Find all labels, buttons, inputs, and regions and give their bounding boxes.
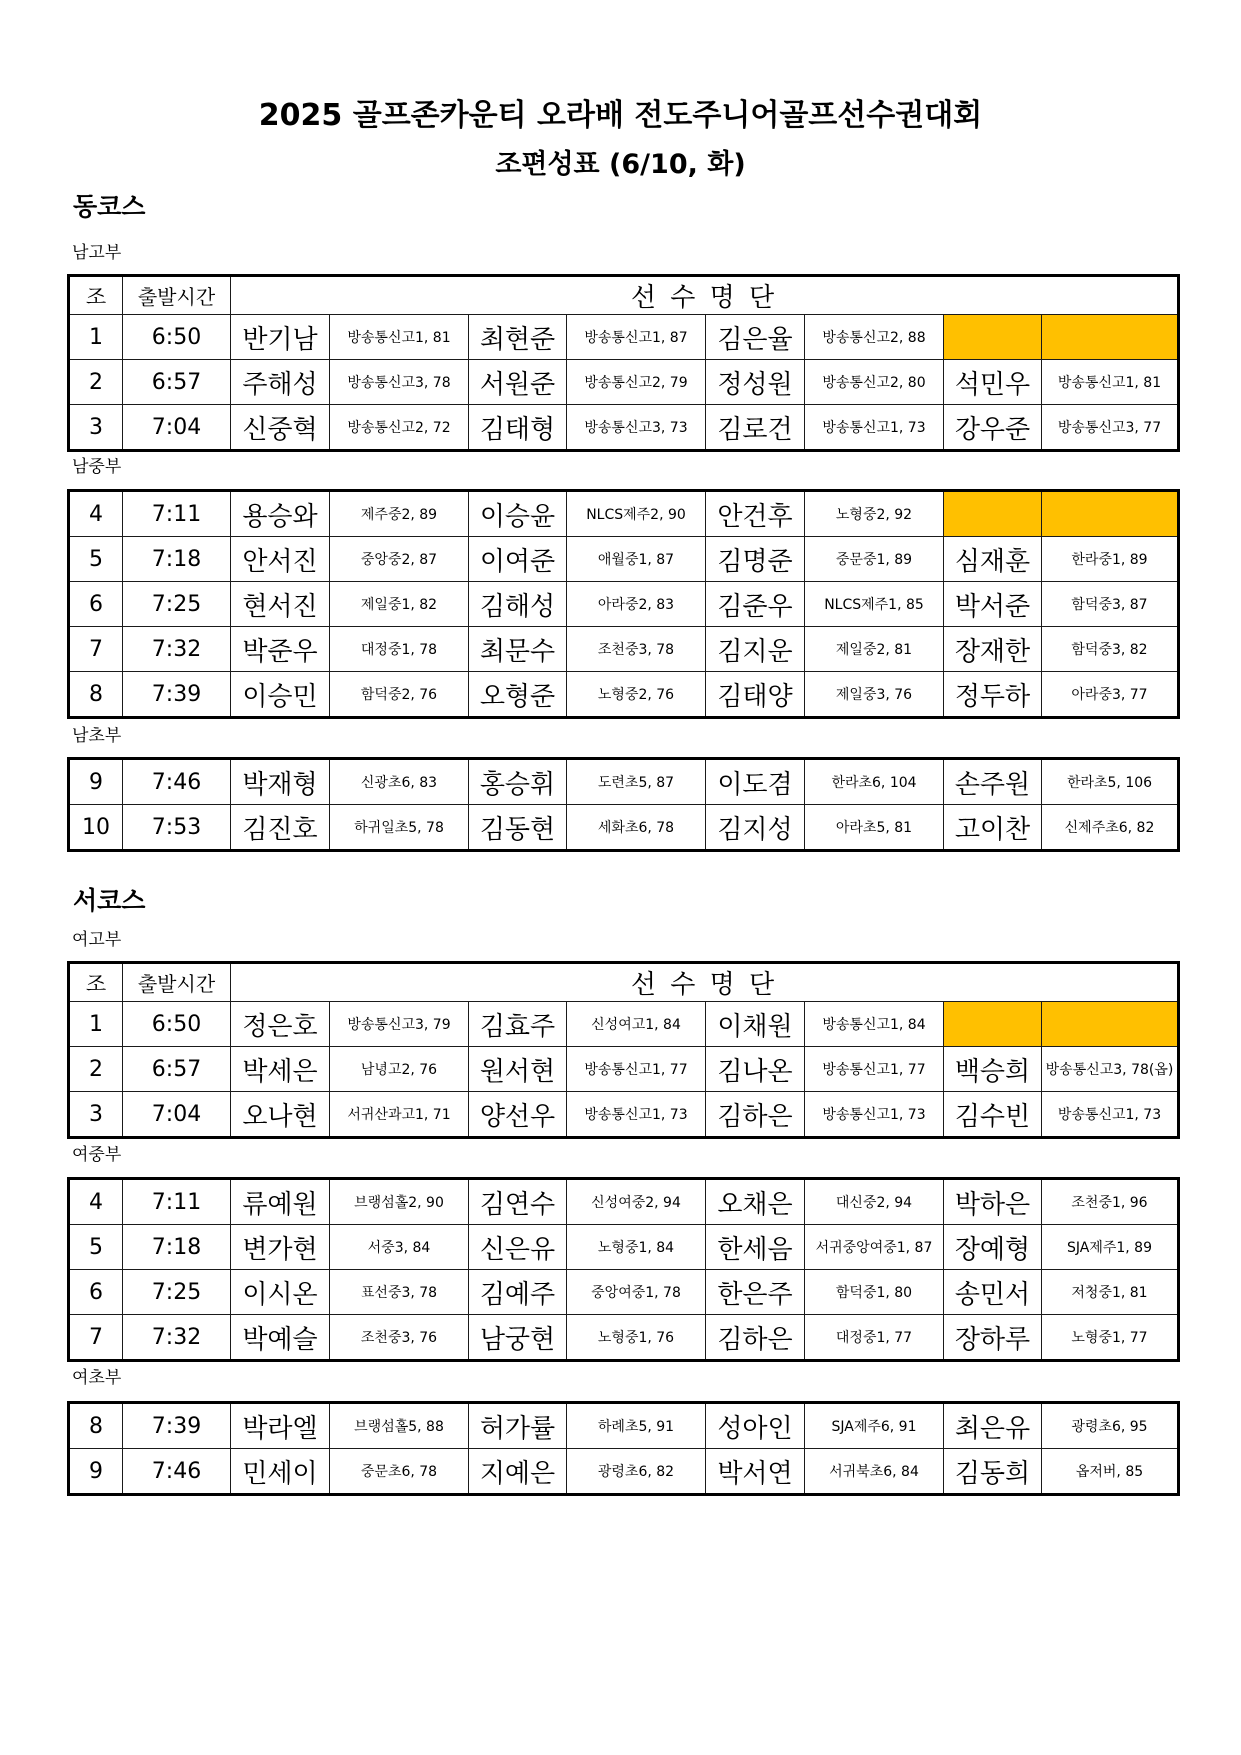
course-label-west: 서코스: [73, 886, 146, 915]
player-school-cell: 광령초6, 95: [1042, 1403, 1179, 1449]
player-name-cell: 오채은: [706, 1179, 805, 1225]
player-school-cell: 방송통신고3, 78(옵): [1042, 1047, 1179, 1092]
empty-slot-cell: [944, 315, 1042, 360]
player-school-cell: 방송통신고1, 73: [805, 1092, 944, 1138]
player-name-cell: 장예형: [944, 1225, 1042, 1270]
player-name-cell: 강우준: [944, 405, 1042, 451]
group-number-cell: 7: [69, 627, 123, 672]
empty-slot-cell: [1042, 315, 1179, 360]
header-players-cell: 선 수 명 단: [231, 963, 1179, 1002]
player-school-cell: 제일중1, 82: [330, 582, 469, 627]
player-name-cell: 한세음: [706, 1225, 805, 1270]
player-school-cell: 함덕중1, 80: [805, 1270, 944, 1315]
player-name-cell: 박하은: [944, 1179, 1042, 1225]
tee-time-cell: 7:04: [123, 1092, 231, 1138]
player-school-cell: 대신중2, 94: [805, 1179, 944, 1225]
player-name-cell: 김예주: [469, 1270, 567, 1315]
player-school-cell: 노형중1, 77: [1042, 1315, 1179, 1361]
player-name-cell: 오나현: [231, 1092, 330, 1138]
group-number-cell: 6: [69, 1270, 123, 1315]
group-table-boys-elementary: [67, 757, 1180, 852]
player-name-cell: 성아인: [706, 1403, 805, 1449]
player-school-cell: 아라중2, 83: [567, 582, 706, 627]
player-name-cell: 이도겸: [706, 759, 805, 805]
table-row: [69, 1449, 1179, 1495]
tee-time-cell: 7:53: [123, 805, 231, 851]
player-school-cell: 방송통신고2, 79: [567, 360, 706, 405]
division-label-boys-elementary: 남초부: [72, 726, 122, 746]
player-name-cell: 김태양: [706, 672, 805, 718]
player-school-cell: 제일중2, 81: [805, 627, 944, 672]
player-school-cell: 방송통신고3, 77: [1042, 405, 1179, 451]
tee-time-cell: 7:11: [123, 1179, 231, 1225]
group-table-boys-middle: [67, 489, 1180, 719]
player-school-cell: 표선중3, 78: [330, 1270, 469, 1315]
player-name-cell: 김연수: [469, 1179, 567, 1225]
player-school-cell: 방송통신고1, 73: [1042, 1092, 1179, 1138]
tee-time-cell: 6:50: [123, 1002, 231, 1047]
division-label-girls-high: 여고부: [72, 930, 122, 950]
player-name-cell: 김로건: [706, 405, 805, 451]
player-school-cell: 방송통신고1, 84: [805, 1002, 944, 1047]
player-name-cell: 주해성: [231, 360, 330, 405]
player-name-cell: 장재한: [944, 627, 1042, 672]
player-school-cell: 한라초6, 104: [805, 759, 944, 805]
group-number-cell: 9: [69, 1449, 123, 1495]
tee-time-cell: 7:04: [123, 405, 231, 451]
table-row: [69, 627, 1179, 672]
tee-time-cell: 7:25: [123, 582, 231, 627]
player-school-cell: 제주중2, 89: [330, 491, 469, 537]
table-header-row: [69, 276, 1179, 315]
player-name-cell: 고이찬: [944, 805, 1042, 851]
player-name-cell: 한은주: [706, 1270, 805, 1315]
player-name-cell: 장하루: [944, 1315, 1042, 1361]
player-school-cell: 노형중1, 76: [567, 1315, 706, 1361]
player-school-cell: 한라초5, 106: [1042, 759, 1179, 805]
player-school-cell: 방송통신고2, 88: [805, 315, 944, 360]
player-school-cell: 방송통신고1, 73: [805, 405, 944, 451]
player-school-cell: 남녕고2, 76: [330, 1047, 469, 1092]
table-row: [69, 537, 1179, 582]
player-name-cell: 김동현: [469, 805, 567, 851]
player-name-cell: 홍승휘: [469, 759, 567, 805]
player-school-cell: 한라중1, 89: [1042, 537, 1179, 582]
player-school-cell: SJA제주6, 91: [805, 1403, 944, 1449]
player-name-cell: 김진호: [231, 805, 330, 851]
player-name-cell: 김하은: [706, 1315, 805, 1361]
player-name-cell: 김하은: [706, 1092, 805, 1138]
player-name-cell: 김은율: [706, 315, 805, 360]
player-school-cell: 방송통신고1, 77: [805, 1047, 944, 1092]
tee-time-cell: 7:25: [123, 1270, 231, 1315]
tee-time-cell: 7:46: [123, 1449, 231, 1495]
player-school-cell: 방송통신고1, 77: [567, 1047, 706, 1092]
player-name-cell: 이승윤: [469, 491, 567, 537]
table-row: [69, 491, 1179, 537]
player-school-cell: 애월중1, 87: [567, 537, 706, 582]
page-title: 2025 골프존카운티 오라배 전도주니어골프선수권대회: [258, 98, 983, 133]
table-row: [69, 1047, 1179, 1092]
player-school-cell: 대정중1, 78: [330, 627, 469, 672]
player-name-cell: 반기남: [231, 315, 330, 360]
header-time-cell: 출발시간: [123, 276, 231, 315]
tee-time-cell: 7:39: [123, 672, 231, 718]
player-school-cell: 함덕중2, 76: [330, 672, 469, 718]
tee-time-cell: 6:57: [123, 360, 231, 405]
player-name-cell: 김해성: [469, 582, 567, 627]
group-table-boys-high: [67, 274, 1180, 452]
division-label-boys-middle: 남중부: [72, 457, 122, 477]
table-row: [69, 405, 1179, 451]
header-group-cell: 조: [69, 963, 123, 1002]
tee-time-cell: 7:18: [123, 537, 231, 582]
player-school-cell: 방송통신고2, 80: [805, 360, 944, 405]
player-name-cell: 김동희: [944, 1449, 1042, 1495]
player-school-cell: 조천중3, 78: [567, 627, 706, 672]
player-name-cell: 김수빈: [944, 1092, 1042, 1138]
player-name-cell: 변가현: [231, 1225, 330, 1270]
table-row: [69, 1315, 1179, 1361]
player-school-cell: 노형중2, 92: [805, 491, 944, 537]
player-school-cell: 하귀일초5, 78: [330, 805, 469, 851]
player-name-cell: 최은유: [944, 1403, 1042, 1449]
player-school-cell: 브랭섬홀2, 90: [330, 1179, 469, 1225]
player-school-cell: 신제주초6, 82: [1042, 805, 1179, 851]
page-subtitle: 조편성표 (6/10, 화): [495, 149, 746, 180]
player-name-cell: 정두하: [944, 672, 1042, 718]
player-name-cell: 송민서: [944, 1270, 1042, 1315]
player-school-cell: 도련초5, 87: [567, 759, 706, 805]
group-number-cell: 7: [69, 1315, 123, 1361]
player-school-cell: 옵저버, 85: [1042, 1449, 1179, 1495]
table-row: [69, 1403, 1179, 1449]
player-school-cell: 중문중1, 89: [805, 537, 944, 582]
group-number-cell: 6: [69, 582, 123, 627]
empty-slot-cell: [1042, 491, 1179, 537]
table-row: [69, 805, 1179, 851]
player-school-cell: 신광초6, 83: [330, 759, 469, 805]
player-name-cell: 원서현: [469, 1047, 567, 1092]
course-label-east: 동코스: [73, 192, 146, 221]
tee-time-cell: 7:18: [123, 1225, 231, 1270]
player-name-cell: 김나온: [706, 1047, 805, 1092]
table-row: [69, 759, 1179, 805]
group-number-cell: 8: [69, 672, 123, 718]
tee-time-cell: 7:32: [123, 627, 231, 672]
table-row: [69, 672, 1179, 718]
player-name-cell: 신은유: [469, 1225, 567, 1270]
player-name-cell: 신중혁: [231, 405, 330, 451]
player-name-cell: 김명준: [706, 537, 805, 582]
player-name-cell: 이승민: [231, 672, 330, 718]
tee-time-cell: 6:50: [123, 315, 231, 360]
group-table-girls-high: [67, 961, 1180, 1139]
table-row: [69, 360, 1179, 405]
player-school-cell: 세화초6, 78: [567, 805, 706, 851]
table-row: [69, 1225, 1179, 1270]
tee-time-cell: 6:57: [123, 1047, 231, 1092]
group-number-cell: 4: [69, 1179, 123, 1225]
player-name-cell: 박준우: [231, 627, 330, 672]
player-name-cell: 김지성: [706, 805, 805, 851]
division-label-girls-elementary: 여초부: [72, 1368, 122, 1388]
player-school-cell: 중앙중2, 87: [330, 537, 469, 582]
tee-time-cell: 7:11: [123, 491, 231, 537]
player-school-cell: 서귀중앙여중1, 87: [805, 1225, 944, 1270]
player-name-cell: 오형준: [469, 672, 567, 718]
player-school-cell: 브랭섬홀5, 88: [330, 1403, 469, 1449]
player-school-cell: 방송통신고3, 78: [330, 360, 469, 405]
player-name-cell: 양선우: [469, 1092, 567, 1138]
player-name-cell: 박서준: [944, 582, 1042, 627]
group-number-cell: 2: [69, 360, 123, 405]
player-school-cell: 중앙여중1, 78: [567, 1270, 706, 1315]
player-name-cell: 현서진: [231, 582, 330, 627]
player-school-cell: 함덕중3, 82: [1042, 627, 1179, 672]
player-name-cell: 석민우: [944, 360, 1042, 405]
player-school-cell: 아라초5, 81: [805, 805, 944, 851]
player-school-cell: 대정중1, 77: [805, 1315, 944, 1361]
header-time-cell: 출발시간: [123, 963, 231, 1002]
group-table-girls-middle: [67, 1177, 1180, 1362]
player-name-cell: 김지운: [706, 627, 805, 672]
player-school-cell: 신성여중2, 94: [567, 1179, 706, 1225]
table-row: [69, 1002, 1179, 1047]
table-header-row: [69, 963, 1179, 1002]
player-name-cell: 김태형: [469, 405, 567, 451]
empty-slot-cell: [944, 491, 1042, 537]
player-name-cell: 박재형: [231, 759, 330, 805]
player-name-cell: 서원준: [469, 360, 567, 405]
header-group-cell: 조: [69, 276, 123, 315]
player-name-cell: 박서연: [706, 1449, 805, 1495]
player-school-cell: 아라중3, 77: [1042, 672, 1179, 718]
player-name-cell: 정은호: [231, 1002, 330, 1047]
player-school-cell: 방송통신고2, 72: [330, 405, 469, 451]
empty-slot-cell: [944, 1002, 1042, 1047]
player-school-cell: 방송통신고3, 79: [330, 1002, 469, 1047]
player-name-cell: 이채원: [706, 1002, 805, 1047]
division-label-girls-middle: 여중부: [72, 1145, 122, 1165]
player-school-cell: SJA제주1, 89: [1042, 1225, 1179, 1270]
player-school-cell: 노형중1, 84: [567, 1225, 706, 1270]
player-school-cell: 서귀산과고1, 71: [330, 1092, 469, 1138]
player-school-cell: 방송통신고3, 73: [567, 405, 706, 451]
player-school-cell: 노형중2, 76: [567, 672, 706, 718]
player-school-cell: 조천중1, 96: [1042, 1179, 1179, 1225]
player-name-cell: 이여준: [469, 537, 567, 582]
player-school-cell: 신성여고1, 84: [567, 1002, 706, 1047]
division-label-boys-high: 남고부: [72, 243, 122, 263]
player-name-cell: 최현준: [469, 315, 567, 360]
table-row: [69, 1092, 1179, 1138]
table-row: [69, 1179, 1179, 1225]
tee-time-cell: 7:46: [123, 759, 231, 805]
player-school-cell: 제일중3, 76: [805, 672, 944, 718]
player-name-cell: 이시온: [231, 1270, 330, 1315]
group-number-cell: 1: [69, 1002, 123, 1047]
player-name-cell: 안건후: [706, 491, 805, 537]
group-number-cell: 4: [69, 491, 123, 537]
player-school-cell: 저청중1, 81: [1042, 1270, 1179, 1315]
player-school-cell: 중문초6, 78: [330, 1449, 469, 1495]
table-row: [69, 1270, 1179, 1315]
player-school-cell: NLCS제주2, 90: [567, 491, 706, 537]
player-name-cell: 정성원: [706, 360, 805, 405]
player-name-cell: 안서진: [231, 537, 330, 582]
player-name-cell: 박라엘: [231, 1403, 330, 1449]
player-name-cell: 박예슬: [231, 1315, 330, 1361]
table-row: [69, 315, 1179, 360]
player-name-cell: 손주원: [944, 759, 1042, 805]
header-players-cell: 선 수 명 단: [231, 276, 1179, 315]
group-number-cell: 9: [69, 759, 123, 805]
table-row: [69, 582, 1179, 627]
player-school-cell: 방송통신고1, 81: [330, 315, 469, 360]
group-number-cell: 5: [69, 1225, 123, 1270]
player-name-cell: 민세이: [231, 1449, 330, 1495]
player-school-cell: 서귀북초6, 84: [805, 1449, 944, 1495]
player-name-cell: 용승와: [231, 491, 330, 537]
tee-time-cell: 7:32: [123, 1315, 231, 1361]
player-school-cell: 방송통신고1, 87: [567, 315, 706, 360]
player-name-cell: 류예원: [231, 1179, 330, 1225]
tee-time-cell: 7:39: [123, 1403, 231, 1449]
group-number-cell: 8: [69, 1403, 123, 1449]
group-number-cell: 1: [69, 315, 123, 360]
player-school-cell: 방송통신고1, 81: [1042, 360, 1179, 405]
group-number-cell: 5: [69, 537, 123, 582]
player-school-cell: 함덕중3, 87: [1042, 582, 1179, 627]
player-name-cell: 최문수: [469, 627, 567, 672]
group-number-cell: 2: [69, 1047, 123, 1092]
player-name-cell: 심재훈: [944, 537, 1042, 582]
player-name-cell: 김효주: [469, 1002, 567, 1047]
player-school-cell: NLCS제주1, 85: [805, 582, 944, 627]
player-name-cell: 박세은: [231, 1047, 330, 1092]
player-name-cell: 백승희: [944, 1047, 1042, 1092]
group-number-cell: 3: [69, 405, 123, 451]
player-school-cell: 서중3, 84: [330, 1225, 469, 1270]
player-name-cell: 남궁현: [469, 1315, 567, 1361]
player-school-cell: 방송통신고1, 73: [567, 1092, 706, 1138]
group-number-cell: 3: [69, 1092, 123, 1138]
group-number-cell: 10: [69, 805, 123, 851]
group-table-girls-elementary: [67, 1401, 1180, 1496]
player-school-cell: 조천중3, 76: [330, 1315, 469, 1361]
player-name-cell: 허가률: [469, 1403, 567, 1449]
player-school-cell: 하례초5, 91: [567, 1403, 706, 1449]
player-name-cell: 지예은: [469, 1449, 567, 1495]
empty-slot-cell: [1042, 1002, 1179, 1047]
player-name-cell: 김준우: [706, 582, 805, 627]
player-school-cell: 광령초6, 82: [567, 1449, 706, 1495]
